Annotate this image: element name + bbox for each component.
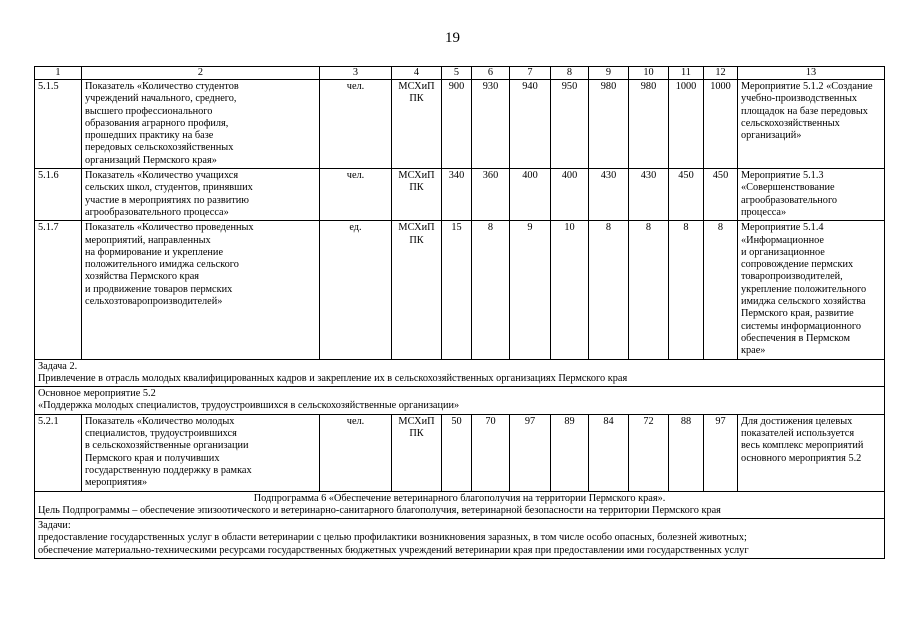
text-line: площадок на базе передовых (741, 105, 868, 117)
task-row (35, 359, 885, 387)
task-2-cell (35, 359, 885, 387)
value-cell: 10 (551, 221, 589, 359)
value-cell: 980 (629, 80, 669, 169)
value-cell: 450 (704, 169, 738, 221)
value-cell: 9 (510, 221, 551, 359)
subprogram-title: Подпрограмма 6 «Обеспечение ветеринарного благополучия на территории Пермского края». (253, 492, 666, 504)
page-number: 19 (445, 30, 460, 46)
text-line: сельских школ, студентов, принявших (85, 182, 253, 194)
tasks-item: предоставление государственных услуг в области ветеринарии с целью профилактики возникновения заразных, в том числе особо опасных, болезней животных; (38, 532, 747, 544)
value-cell: 97 (704, 414, 738, 491)
table-row (35, 169, 885, 221)
value-cell: 930 (472, 80, 510, 169)
text-line: организаций» (741, 130, 802, 142)
text-line: учебно-производственных (741, 93, 858, 105)
value-cell: 8 (472, 221, 510, 359)
value-cell: 400 (551, 169, 589, 221)
header-cell: 13 (738, 67, 885, 80)
value-cell: 940 (510, 80, 551, 169)
text-line: Мероприятие 5.1.3 (741, 170, 824, 182)
text-line: участие в мероприятиях по развитию (85, 194, 249, 206)
text-line: Мероприятие 5.1.2 «Создание (741, 81, 873, 92)
value-cell: 89 (551, 414, 589, 491)
text-line: ПК (409, 234, 424, 246)
text-line: МСХиП (398, 415, 435, 427)
text-line: организаций Пермского края» (85, 154, 217, 166)
text-line: товаропроизводителей, (741, 271, 843, 283)
text-line: МСХиП (398, 81, 435, 92)
text-line: ПК (409, 93, 424, 105)
tasks-row (35, 519, 885, 559)
text-line: специалистов, трудоустроившихся (85, 428, 237, 440)
text-line: Показатель «Количество учащихся (85, 170, 239, 182)
text-line: системы информационного (741, 320, 862, 332)
task-title: Задача 2. (38, 360, 78, 372)
value-cell: 430 (629, 169, 669, 221)
main-event-row (35, 387, 885, 415)
value-cell: 340 (442, 169, 472, 221)
text-line: крае» (741, 345, 766, 357)
value-cell: 70 (472, 414, 510, 491)
text-line: «Совершенствование (741, 182, 835, 194)
value-cell: 8 (704, 221, 738, 359)
header-cell: 4 (392, 67, 442, 80)
value-cell: 1000 (669, 80, 704, 169)
text-line: укрепление положительного (741, 283, 867, 295)
tasks-title: Задачи: (38, 520, 71, 532)
value-cell: 72 (629, 414, 669, 491)
text-line: учреждений начального, среднего, (85, 93, 237, 105)
value-cell: 8 (629, 221, 669, 359)
indicator-cell (82, 80, 320, 169)
unit-cell: ед. (320, 221, 392, 359)
text-line: процесса» (741, 206, 787, 218)
text-line: ПК (409, 182, 424, 194)
text-line: в сельскохозяйственные организации (85, 440, 249, 452)
row-number: 5.1.7 (35, 221, 82, 359)
row-number: 5.1.6 (35, 169, 82, 221)
text-line: Для достижения целевых (741, 415, 853, 427)
text-line: Показатель «Количество молодых (85, 415, 235, 427)
indicator-cell (82, 221, 320, 359)
value-cell: 88 (669, 414, 704, 491)
value-cell: 84 (589, 414, 629, 491)
tasks-item: обеспечение материально-техническими ресурсами государственных бюджетных учреждений ветеринарии края при предоставлении ими государственных услуг (38, 544, 749, 556)
table-row (35, 221, 885, 359)
responsible-cell (392, 221, 442, 359)
text-line: передовых сельскохозяйственных (85, 142, 234, 154)
indicator-cell (82, 169, 320, 221)
value-cell: 8 (589, 221, 629, 359)
value-cell: 980 (589, 80, 629, 169)
responsible-cell (392, 80, 442, 169)
header-cell: 9 (589, 67, 629, 80)
text-line: Показатель «Количество студентов (85, 81, 239, 92)
text-line: и продвижение товаров пермских (85, 283, 233, 295)
row-number: 5.2.1 (35, 414, 82, 491)
main-event-title: Основное мероприятие 5.2 (38, 388, 156, 400)
header-cell: 10 (629, 67, 669, 80)
header-cell: 11 (669, 67, 704, 80)
text-line: ПК (409, 428, 424, 440)
text-line: прошедших практику на базе (85, 130, 214, 142)
value-cell: 400 (510, 169, 551, 221)
text-line: сопровождение пермских (741, 259, 854, 271)
text-line: Пермского края, развитие (741, 308, 854, 320)
measure-cell (738, 80, 885, 169)
value-cell: 950 (551, 80, 589, 169)
text-line: МСХиП (398, 222, 435, 234)
text-line: имиджа сельского хозяйства (741, 296, 866, 308)
text-line: государственную поддержку в рамках (85, 464, 252, 476)
subprogram-row (35, 491, 885, 519)
measure-cell (738, 414, 885, 491)
subprogram-cell (35, 491, 885, 519)
text-line: мероприятия» (85, 477, 148, 489)
text-line: Пермского края и получивших (85, 452, 220, 464)
header-cell: 7 (510, 67, 551, 80)
text-line: весь комплекс мероприятий (741, 440, 864, 452)
indicators-table (34, 66, 885, 559)
responsible-cell (392, 414, 442, 491)
header-cell: 1 (35, 67, 82, 80)
task-text: Привлечение в отрасль молодых квалифицированных кадров и закрепление их в сельскохозяйственных организациях Пермского края (38, 372, 628, 384)
header-cell: 6 (472, 67, 510, 80)
table-row (35, 414, 885, 491)
text-line: обеспечения в Пермском (741, 332, 851, 344)
text-line: мероприятий, направленных (85, 234, 211, 246)
text-line: агрообразовательного (741, 194, 838, 206)
header-cell: 2 (82, 67, 320, 80)
value-cell: 900 (442, 80, 472, 169)
subprogram-goal: Цель Подпрограммы – обеспечение эпизоотического и ветеринарно-санитарного благополучия, ветеринарной безопасности на территории Пермского края (38, 504, 721, 516)
header-cell: 12 (704, 67, 738, 80)
text-line: показателей используется (741, 428, 855, 440)
text-line: положительного имиджа сельского (85, 259, 239, 271)
tasks-cell (35, 519, 885, 559)
text-line: образования аграрного профиля, (85, 117, 229, 129)
text-line: сельскохозяйственных (741, 117, 840, 129)
header-cell: 8 (551, 67, 589, 80)
value-cell: 15 (442, 221, 472, 359)
measure-cell (738, 169, 885, 221)
header-cell: 3 (320, 67, 392, 80)
header-row (35, 67, 885, 80)
row-number: 5.1.5 (35, 80, 82, 169)
value-cell: 430 (589, 169, 629, 221)
main-event-cell (35, 387, 885, 415)
unit-cell: чел. (320, 414, 392, 491)
value-cell: 8 (669, 221, 704, 359)
text-line: Мероприятие 5.1.4 (741, 222, 824, 234)
text-line: хозяйства Пермского края (85, 271, 200, 283)
table-row (35, 80, 885, 169)
main-event-text: «Поддержка молодых специалистов, трудоустроившихся в сельскохозяйственные организации» (38, 400, 460, 412)
value-cell: 360 (472, 169, 510, 221)
text-line: «Информационное (741, 234, 824, 246)
unit-cell: чел. (320, 169, 392, 221)
text-line: Показатель «Количество проведенных (85, 222, 254, 234)
value-cell: 1000 (704, 80, 738, 169)
indicator-cell (82, 414, 320, 491)
text-line: на формирование и укрепление (85, 246, 224, 258)
value-cell: 50 (442, 414, 472, 491)
measure-cell (738, 221, 885, 359)
responsible-cell (392, 169, 442, 221)
text-line: и организационное (741, 246, 825, 258)
text-line: агрообразовательного процесса» (85, 206, 229, 218)
header-cell: 5 (442, 67, 472, 80)
text-line: сельхозтоваропроизводителей» (85, 296, 223, 308)
text-line: МСХиП (398, 170, 435, 182)
text-line: высшего профессионального (85, 105, 213, 117)
text-line: основного мероприятия 5.2 (741, 452, 862, 464)
unit-cell: чел. (320, 80, 392, 169)
value-cell: 450 (669, 169, 704, 221)
value-cell: 97 (510, 414, 551, 491)
